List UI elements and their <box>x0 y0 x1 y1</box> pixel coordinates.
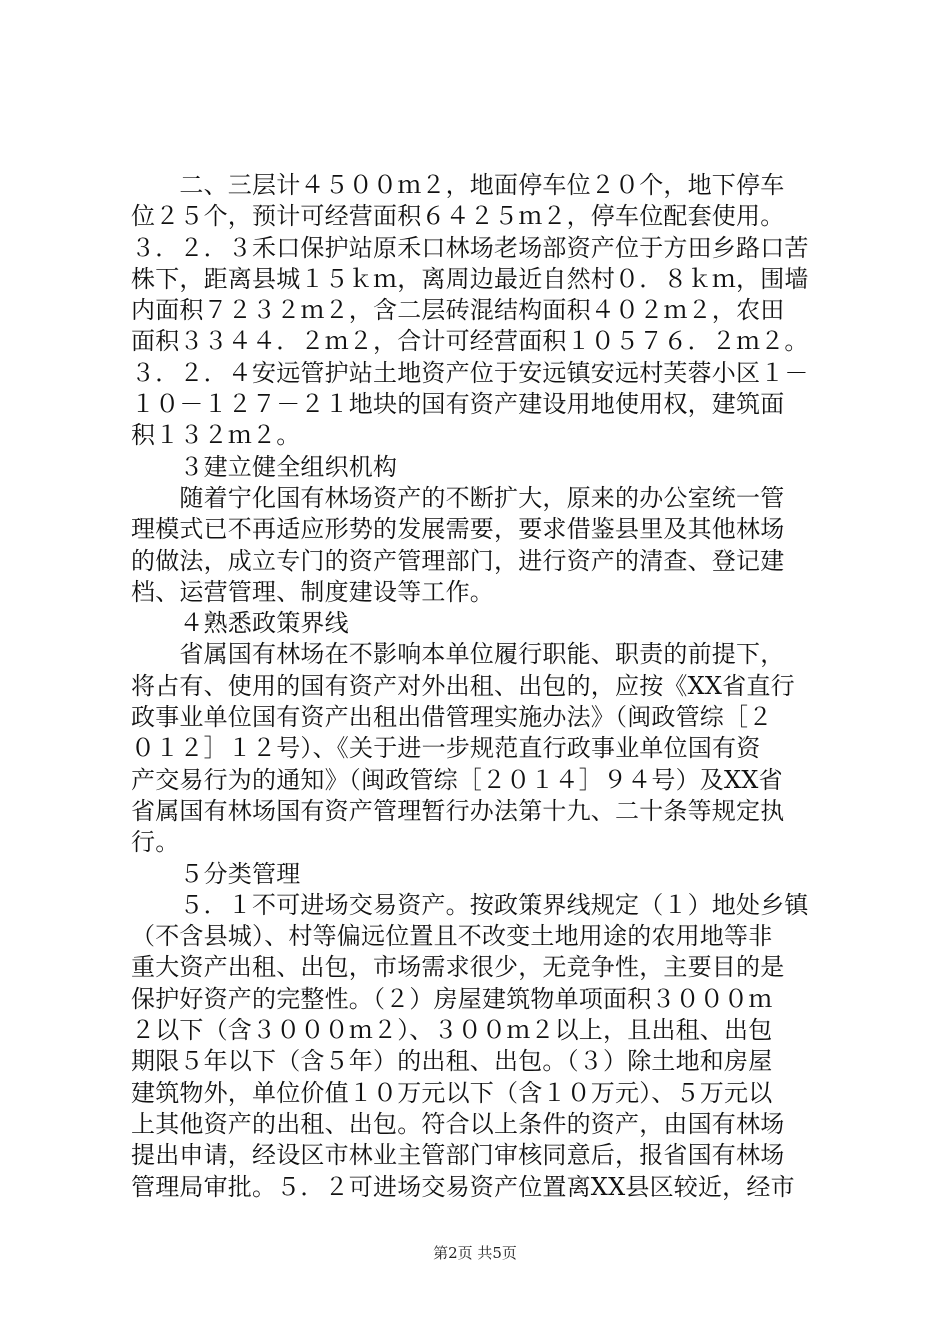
text-line: 积１３２ｍ２。 <box>131 421 301 450</box>
text-line: 省属国有林场国有资产管理暂行办法第十九、二十条等规定执 <box>131 796 785 825</box>
text-line: 提出申请，经设区市林业主管部门审核同意后，报省国有林场 <box>131 1141 785 1170</box>
section-heading: ４熟悉政策界线 <box>131 609 349 638</box>
text-line: 期限５年以下（含５年）的出租、出包。（３）除土地和房屋 <box>131 1047 773 1076</box>
text-line: 上其他资产的出租、出包。符合以上条件的资产，由国有林场 <box>131 1109 785 1138</box>
document-body <box>131 170 831 1203</box>
text-line: 档、运营管理、制度建设等工作。 <box>131 577 494 606</box>
text-line: 理模式已不再适应形势的发展需要，要求借鉴县里及其他林场 <box>131 515 785 544</box>
text-line: 政事业单位国有资产出租出借管理实施办法》（闽政管综［２ <box>131 703 773 732</box>
text-line: 产交易行为的通知》（闽政管综［２０１４］９４号）及XX省 <box>131 765 783 794</box>
text-line: 建筑物外，单位价值１０万元以下（含１０万元）、５万元以 <box>131 1078 773 1107</box>
text-line: （不含县城）、村等偏远位置且不改变土地用途的农用地等非 <box>131 922 773 951</box>
text-line: 的做法，成立专门的资产管理部门，进行资产的清查、登记建 <box>131 546 785 575</box>
text-line: 随着宁化国有林场资产的不断扩大，原来的办公室统一管 <box>131 483 785 512</box>
text-line: ２以下（含３０００ｍ２）、３００ｍ２以上，且出租、出包 <box>131 1016 773 1045</box>
text-line: ３．２．３禾口保护站原禾口林场老场部资产位于方田乡路口苦 <box>131 233 809 262</box>
text-line: 二、三层计４５００ｍ２，地面停车位２０个，地下停车 <box>131 171 785 199</box>
text-line: 保护好资产的完整性。（２）房屋建筑物单项面积３０００ｍ <box>131 984 773 1013</box>
section-heading: ５分类管理 <box>131 859 301 888</box>
text-line: ３．２．４安远管护站土地资产位于安远镇安远村芙蓉小区１－ <box>131 358 809 387</box>
text-line: １０－１２７－２１地块的国有资产建设用地使用权，建筑面 <box>131 390 785 419</box>
text-line: 行。 <box>131 828 180 857</box>
page-number-footer: 第2页 共5页 <box>433 1244 517 1262</box>
text-line: 株下，距离县城１５ｋｍ，离周边最近自然村０．８ｋｍ，围墙 <box>131 264 809 293</box>
text-line: ５．１不可进场交易资产。按政策界线规定（１）地处乡镇 <box>131 890 809 919</box>
text-line: 重大资产出租、出包，市场需求很少，无竞争性，主要目的是 <box>131 953 785 982</box>
text-line: 面积３３４４．２ｍ２，合计可经营面积１０５７６．２ｍ２。 <box>131 327 809 356</box>
section-heading: ３建立健全组织机构 <box>131 452 398 481</box>
text-line: 管理局审批。５．２可进场交易资产位置离XX县区较近，经市 <box>131 1172 795 1201</box>
text-line: 省属国有林场在不影响本单位履行职能、职责的前提下， <box>131 640 785 669</box>
text-line: 位２５个，预计可经营面积６４２５ｍ２，停车位配套使用。 <box>131 202 785 231</box>
text-line: ０１２］１２号）、《关于进一步规范直行政事业单位国有资 <box>131 734 761 763</box>
text-line: 将占有、使用的国有资产对外出租、出包的，应按《XX省直行 <box>131 671 795 700</box>
text-line: 内面积７２３２ｍ２，含二层砖混结构面积４０２ｍ２，农田 <box>131 296 785 325</box>
